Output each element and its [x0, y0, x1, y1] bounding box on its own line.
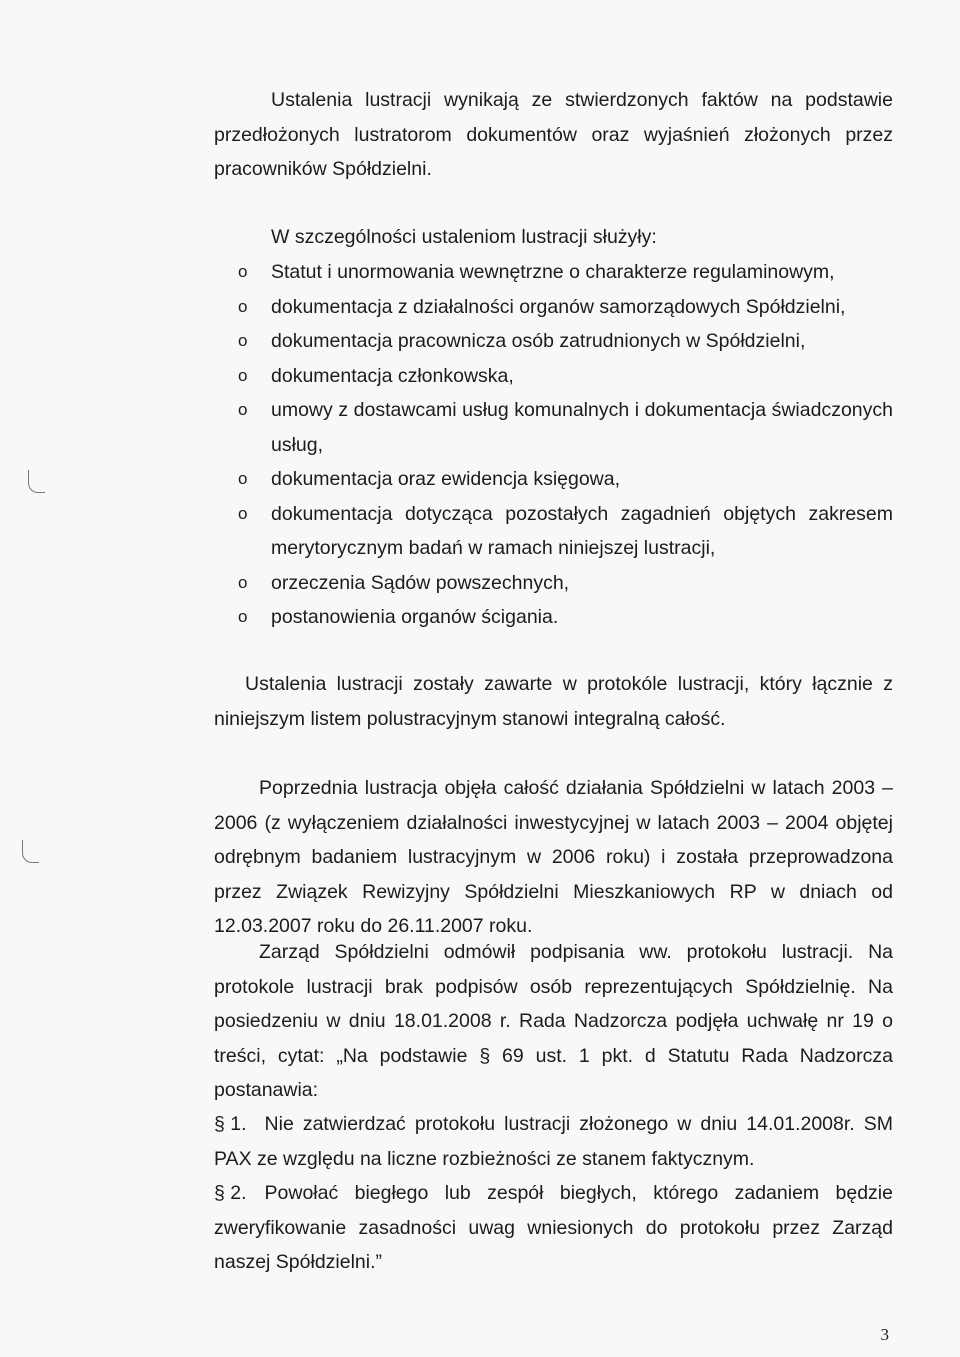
list-item [214, 600, 893, 635]
section-2 [214, 1176, 893, 1280]
list-item [214, 290, 893, 325]
list-item [214, 462, 893, 497]
section-2-text: Powołać biegłego lub zespół biegłych, którego zadaniem będzie zweryfikowanie zasadności uwag wniesionych do protokołu przez Zarząd naszej Spółdzielni.” [214, 1182, 893, 1273]
page-number: 3 [880, 1325, 889, 1344]
section-1 [214, 1107, 893, 1176]
list-item [214, 324, 893, 359]
bullet-icon: o [238, 262, 248, 281]
previous-lustration-paragraph: Poprzednia lustracja objęła całość działania Spółdzielni w latach 2003 – 2006 (z wyłączeniem działalności inwestycyjnej w latach 2003 – 2004 objętej odrębnym badaniem lustracyjnym w 2006 roku) i została przeprowadzona przez Związek Rewizyjny Spółdzielni Mieszkaniowych RP w dniach od 12.03.2007 roku do 26.11.2007 roku. [214, 777, 893, 937]
section-1-text: Nie zatwierdzać protokołu lustracji złożonego w dniu 14.01.2008r. SM PAX ze względu na liczne rozbieżności ze stanem faktycznym. [214, 1113, 893, 1170]
intro-paragraph: Ustalenia lustracji wynikają ze stwierdzonych faktów na podstawie przedłożonych lustratorom dokumentów oraz wyjaśnień złożonych przez pracowników Spółdzielni. [214, 89, 893, 180]
list-item [214, 393, 893, 462]
list-item-text: postanowienia organów ścigania. [271, 606, 559, 628]
bullet-icon: o [238, 572, 248, 592]
protocol-paragraph: Ustalenia lustracji zostały zawarte w protokóle lustracji, który łącznie z niniejszym listem polustracyjnym stanowi integralną całość. [214, 673, 893, 730]
list-item [214, 497, 893, 566]
list-heading: W szczególności ustaleniom lustracji służyły: [271, 226, 657, 248]
scan-mark [28, 470, 45, 493]
bullet-icon: o [238, 607, 248, 626]
list-item-text: dokumentacja dotycząca pozostałych zagadnień objętych zakresem merytorycznym badań w ramach niniejszej lustracji, [271, 502, 893, 559]
section-1-mark: § 1. [214, 1113, 247, 1135]
list-item-text: dokumentacja pracownicza osób zatrudnionych w Spółdzielni, [271, 330, 806, 352]
list-item-text: orzeczenia Sądów powszechnych, [271, 571, 570, 594]
list-item-text: dokumentacja z działalności organów samorządowych Spółdzielni, [271, 295, 846, 318]
list-item-text: dokumentacja członkowska, [271, 364, 514, 387]
evidence-list [214, 255, 893, 635]
list-item-text: dokumentacja oraz ewidencja księgowa, [271, 468, 621, 490]
bullet-icon: o [238, 400, 248, 419]
bullet-icon: o [238, 503, 248, 523]
scan-mark [22, 840, 39, 863]
list-item [214, 359, 893, 394]
bullet-icon: o [238, 469, 248, 488]
list-item-text: umowy z dostawcami usług komunalnych i dokumentacja świadczonych usług, [271, 399, 893, 456]
list-item [214, 255, 893, 290]
list-item [214, 566, 893, 601]
list-item-text: Statut i unormowania wewnętrzne o charakterze regulaminowym, [271, 261, 835, 283]
section-2-mark: § 2. [214, 1182, 247, 1204]
board-resolution-paragraph: Zarząd Spółdzielni odmówił podpisania ww. protokołu lustracji. Na protokole lustracji brak podpisów osób reprezentujących Spółdzielnię. Na posiedzeniu w dniu 18.01.2008 r. Rada Nadzorcza podjęła uchwałę nr 19 o treści, cytat: „Na podstawie § 69 ust. 1 pkt. d Statutu Rada Nadzorcza postanawia: [214, 941, 893, 1101]
bullet-icon: o [238, 365, 248, 385]
bullet-icon: o [238, 331, 248, 350]
bullet-icon: o [238, 296, 248, 316]
